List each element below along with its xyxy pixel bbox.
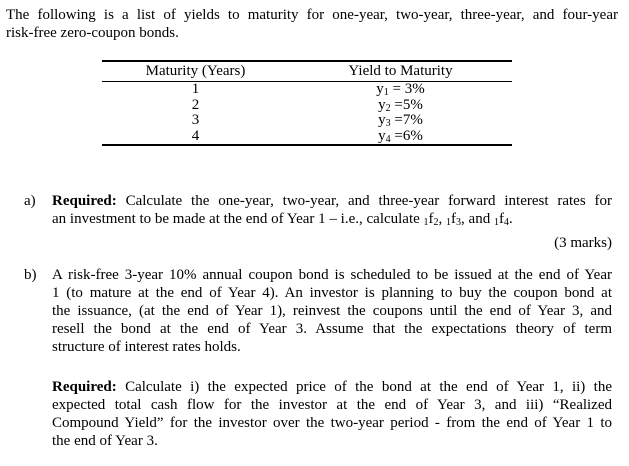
question-b-line: the issuance, (at the end of Year 1), reinvest the coupons until the end of Year 3, and <box>52 303 612 319</box>
yield-cell: $y_1 = 3\%$ <box>376 81 425 98</box>
question-b <box>24 266 612 450</box>
question-a-line-2: an investment to be made at the end of Year 1 – i.e., calculate $_1f_2$, $_1f_3$, and $_1f_4$. <box>52 211 513 228</box>
table-row <box>102 82 512 98</box>
intro-paragraph <box>6 6 618 42</box>
maturity-cell: 1 <box>191 81 200 97</box>
question-b-required <box>52 378 612 450</box>
table-header-row <box>102 62 512 82</box>
header-yield: Yield to Maturity <box>348 63 453 79</box>
question-b-line: 1 (to mature at the end of Year 4). An investor is planning to buy the coupon bond at <box>52 285 612 301</box>
question-b-line: structure of interest rates holds. <box>52 339 241 355</box>
table-row <box>102 113 512 129</box>
yield-cell: $y_4 =6\%$ <box>378 127 423 145</box>
yield-cell: $y_2 =5\%$ <box>378 96 423 114</box>
question-b-marker: b) <box>24 267 37 283</box>
required-label: Required: <box>52 193 117 209</box>
header-maturity: Maturity (Years) <box>145 63 246 79</box>
required-label: Required: <box>52 379 117 395</box>
marks-label: (3 marks) <box>554 235 612 251</box>
table-row <box>102 129 512 145</box>
maturity-cell: 2 <box>191 96 200 113</box>
question-b-req-line: the end of Year 3. <box>52 433 158 449</box>
question-b-line: resell the bond at the end of Year 3. Assume that the expectations theory of term <box>52 321 612 337</box>
question-a-marker: a) <box>24 193 36 209</box>
maturity-cell: 4 <box>191 127 200 144</box>
intro-line-2: risk-free zero-coupon bonds. <box>6 25 179 41</box>
question-b-req-line: Required: Calculate i) the expected price of the bond at the end of Year 1, ii) the <box>52 379 612 395</box>
maturity-cell: 3 <box>191 112 200 128</box>
intro-line-1: The following is a list of yields to maturity for one-year, two-year, three-year, and four-year <box>6 7 618 23</box>
question-b-line: A risk-free 3-year 10% annual coupon bond is scheduled to be issued at the end of Year <box>52 267 612 283</box>
table-row <box>102 98 512 114</box>
yield-cell: $y_3 =7\%$ <box>378 112 423 129</box>
question-b-req-line: Compound Yield” for the investor over the two-year period - from the end of Year 1 to <box>52 415 612 431</box>
question-b-req-line: expected total cash flow for the investor at the end of Year 3, and iii) “Realized <box>52 397 612 413</box>
yield-table <box>102 60 512 146</box>
question-a <box>24 192 612 252</box>
question-a-line-1: Required: Calculate the one-year, two-year, and three-year forward interest rates for <box>52 193 613 209</box>
